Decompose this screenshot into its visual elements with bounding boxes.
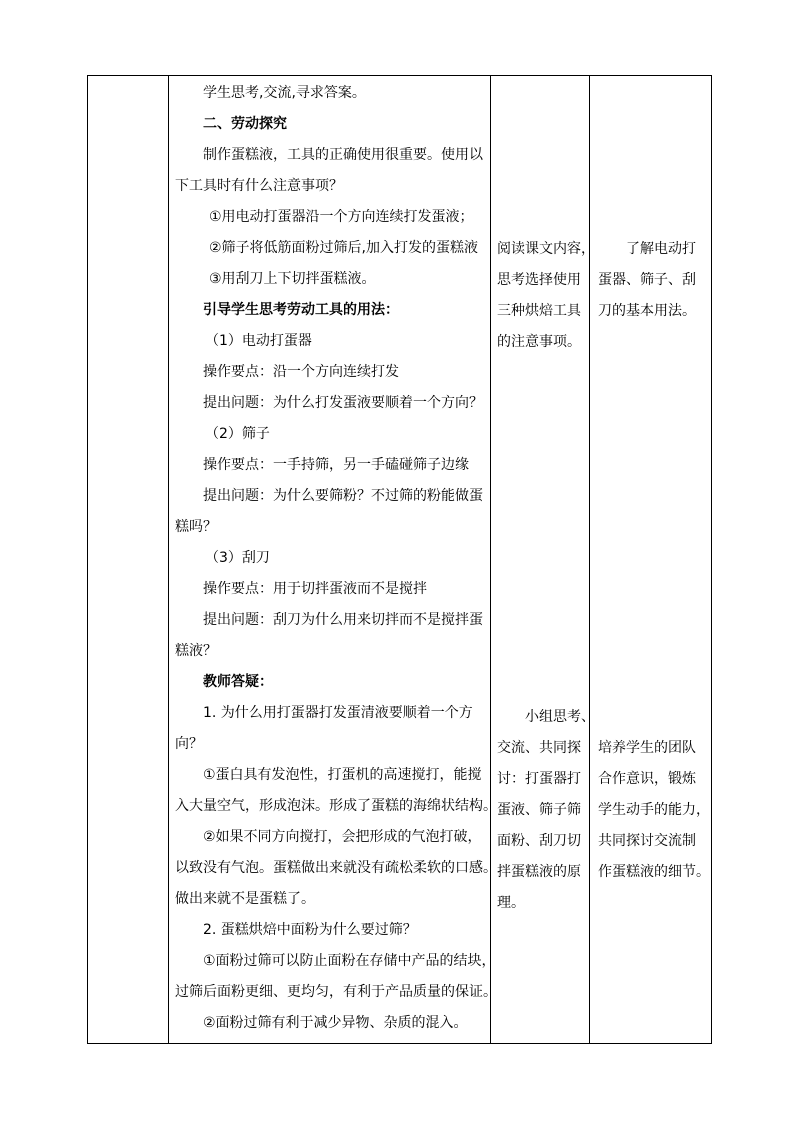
student-text-line: 的注意事项。 [497,334,581,350]
section-heading: 二、劳动探究 [203,116,287,132]
activity-text-line: 糕液？ [175,643,217,659]
design-intent-cell [590,76,712,1044]
lesson-plan-table [87,75,712,1044]
student-text-line: 理。 [497,895,525,911]
activity-text-line: 向？ [175,736,203,752]
student-text-line: 思考选择使用 [497,272,581,288]
activity-text-line: ②面粉过筛有利于减少异物、杂质的混入。 [203,1015,468,1031]
student-text-line: 拌蛋糕液的原 [497,864,581,880]
section-heading: 教师答疑： [203,674,273,690]
student-text-line: 交流、共同探 [497,740,581,756]
teaching-activity-content [169,76,497,1043]
activity-text-line: 2. 蛋糕烘焙中面粉为什么要过筛？ [203,922,417,938]
activity-text-line: ①面粉过筛可以防止面粉在存储中产品的结块， [203,953,496,969]
student-text-line: 面粉、刮刀切 [497,833,581,849]
activity-text-line: ①蛋白具有发泡性，打蛋机的高速搅打，能搅 [203,767,482,783]
intent-text-line: 合作意识，锻炼 [598,771,696,787]
activity-text-line: （3）刮刀 [205,550,270,566]
section-heading: 引导学生思考劳动工具的用法： [203,302,399,318]
student-text-line: 阅读课文内容， [497,241,595,257]
table-row [88,76,712,1044]
activity-text-line: 操作要点：一手持筛，另一手磕碰筛子边缘 [203,457,469,473]
design-intent-content [590,76,711,1043]
student-activity-content [491,76,595,1043]
activity-text-line: 糕吗？ [175,519,217,535]
intent-text-line: 共同探讨交流制 [598,833,696,849]
empty-column-cell [88,76,169,1044]
activity-text-line: 提出问题：为什么要筛粉？不过筛的粉能做蛋 [203,488,483,504]
intent-text-line: 学生动手的能力， [598,802,710,818]
activity-text-line: 下工具时有什么注意事项？ [175,178,343,194]
intent-text-line: 了解电动打 [626,241,696,257]
activity-text-line: 过筛后面粉更细、更均匀，有利于产品质量的保证。 [175,984,497,1000]
student-text-line: 讨：打蛋器打 [497,771,581,787]
activity-text-line: ③用刮刀上下切拌蛋糕液。 [209,271,376,287]
activity-text-line: ②筛子将低筋面粉过筛后,加入打发的蛋糕液 [209,240,478,256]
intent-text-line: 刀的基本用法。 [598,303,696,319]
activity-text-line: 制作蛋糕液，工具的正确使用很重要。使用以 [203,147,483,163]
intent-text-line: 作蛋糕液的细节。 [598,864,710,880]
activity-text-line: 提出问题：为什么打发蛋液要顺着一个方向？ [203,395,483,411]
activity-text-line: 以致没有气泡。蛋糕做出来就没有疏松柔软的口感。 [175,860,497,876]
intent-text-line: 培养学生的团队 [598,740,696,756]
student-activity-cell [491,76,595,1044]
activity-text-line: 学生思考,交流,寻求答案。 [203,85,366,101]
student-text-line: 小组思考、 [525,709,595,725]
activity-text-line: ①用电动打蛋器沿一个方向连续打发蛋液； [209,209,474,225]
activity-text-line: ②如果不同方向搅打，会把形成的气泡打破， [203,829,482,845]
activity-text-line: 入大量空气，形成泡沫。形成了蛋糕的海绵状结构。 [175,798,497,814]
student-text-line: 蛋液、筛子筛 [497,802,581,818]
activity-text-line: 提出问题：刮刀为什么用来切拌而不是搅拌蛋 [203,612,483,628]
activity-text-line: （1）电动打蛋器 [205,333,312,349]
activity-text-line: 操作要点：用于切拌蛋液而不是搅拌 [203,581,427,597]
activity-text-line: 做出来就不是蛋糕了。 [175,891,315,907]
activity-text-line: 1. 为什么用打蛋器打发蛋清液要顺着一个方 [203,705,473,721]
teaching-activity-cell [169,76,497,1044]
activity-text-line: 操作要点：沿一个方向连续打发 [203,364,399,380]
student-text-line: 三种烘焙工具 [497,303,581,319]
intent-text-line: 蛋器、筛子、刮 [598,272,696,288]
activity-text-line: （2）筛子 [205,426,270,442]
